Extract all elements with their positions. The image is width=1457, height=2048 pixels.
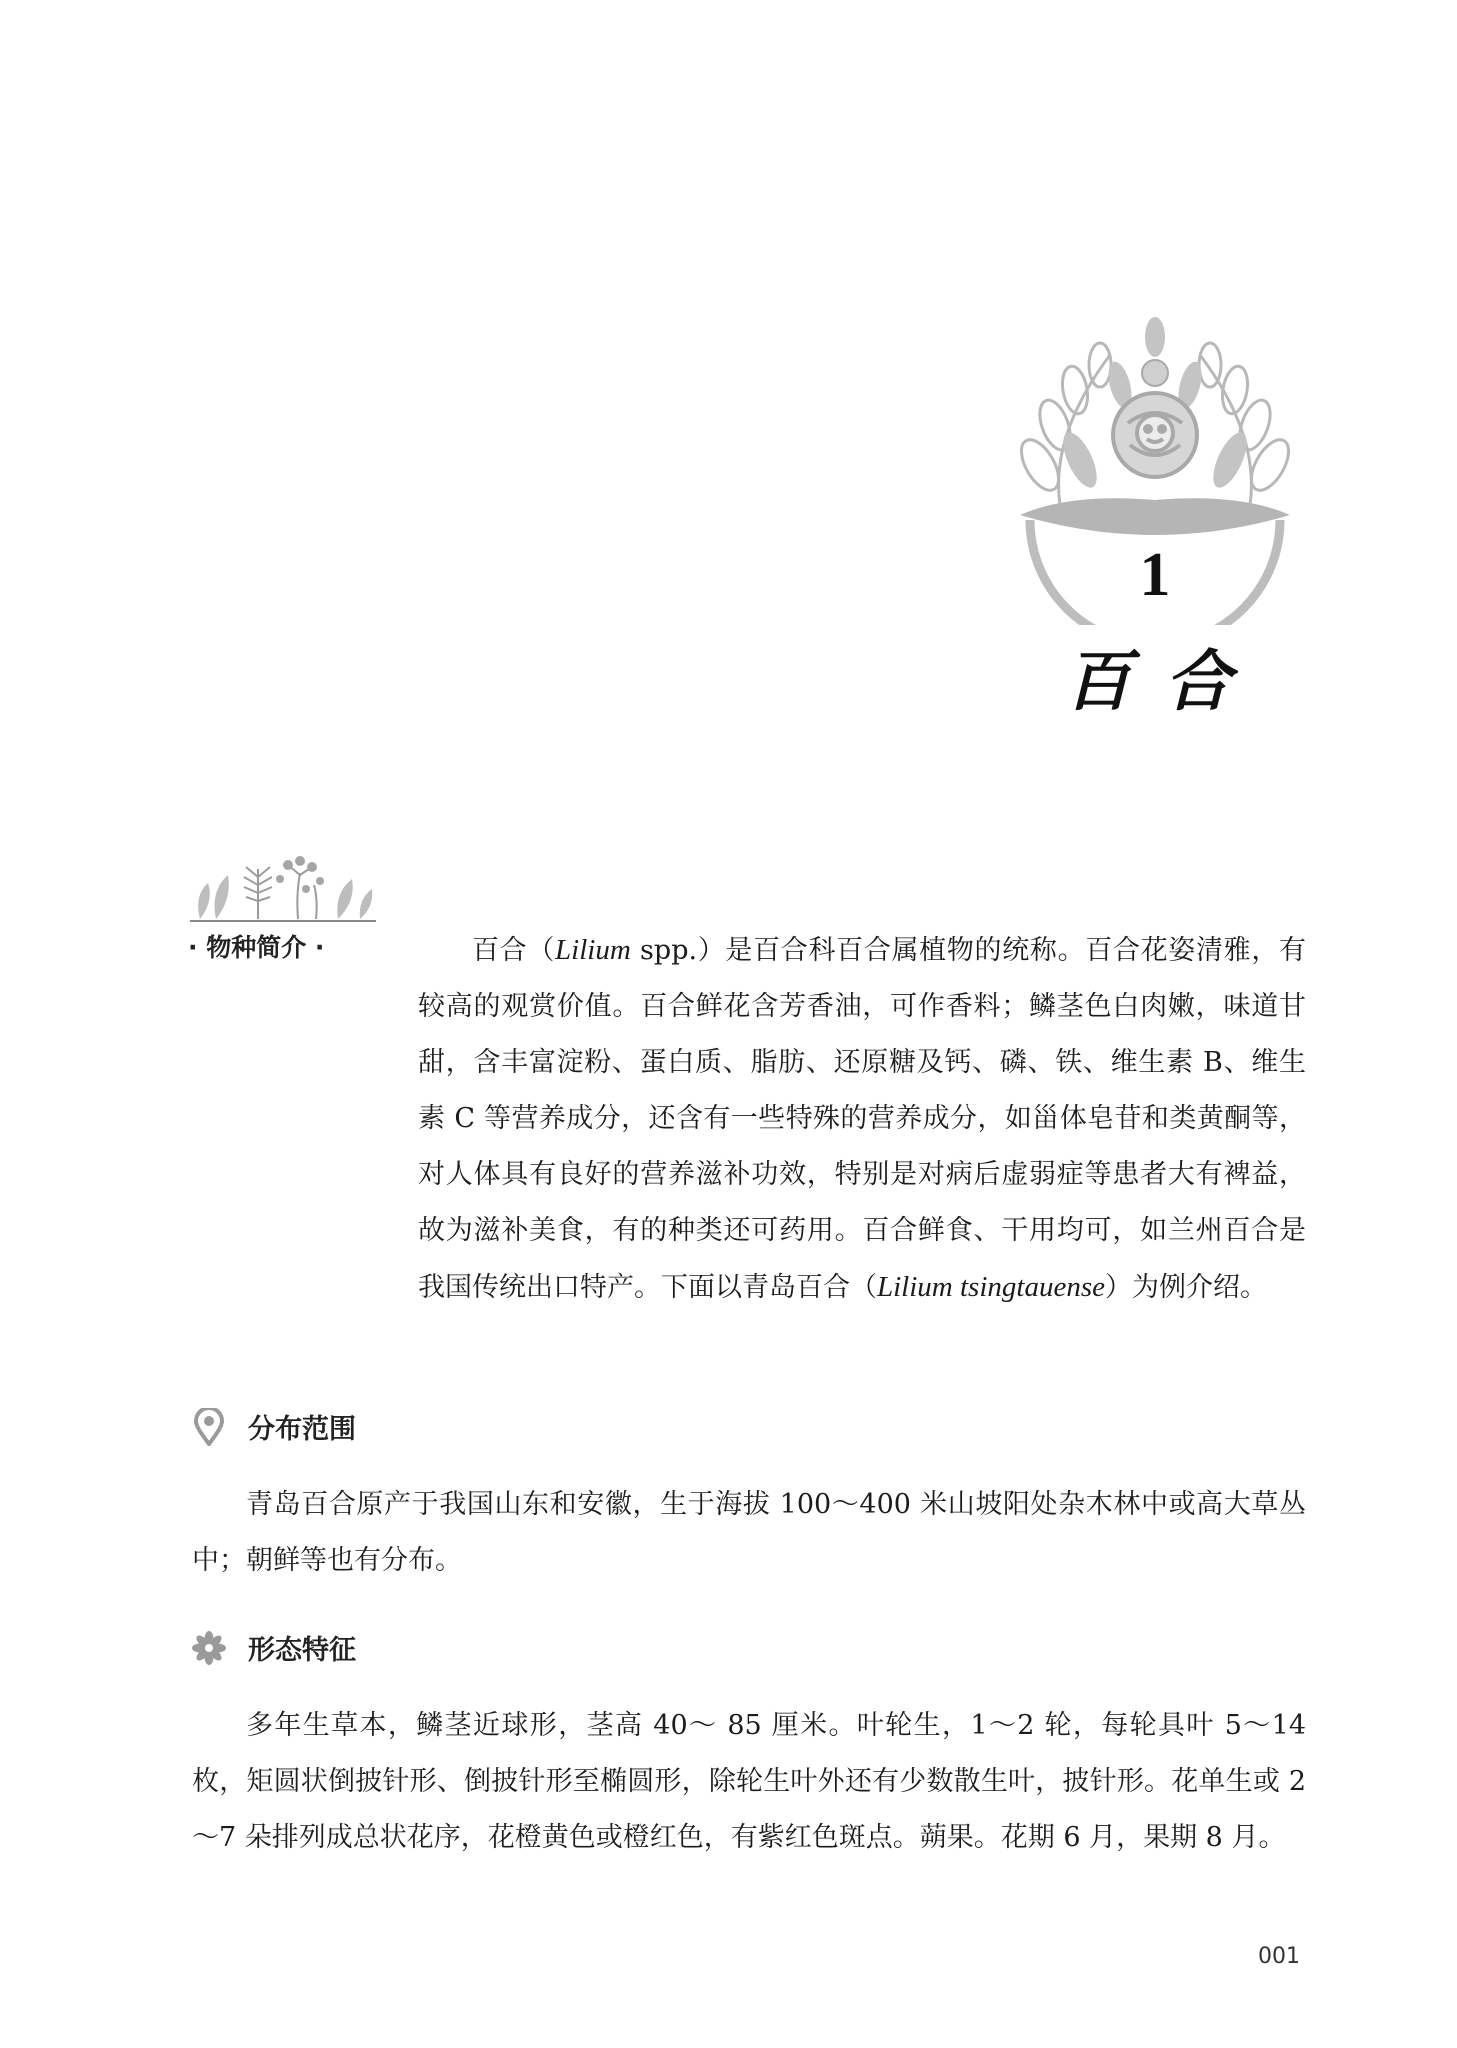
chapter-number: 1 [1139,541,1171,609]
page-number: 001 [1258,1944,1300,1969]
morphology-text: 多年生草本，鳞茎近球形，茎高 40～ 85 厘米。叶轮生，1～2 轮，每轮具叶 5～14 枚，矩圆状倒披针形、倒披针形至椭圆形，除轮生叶外还有少数散生叶，披针形。花单生或 2～7 朵排列成总状花序，花橙黄色或橙红色，有紫红色斑点。蒴果。花期 6 月，果期 8 月。 [192,1710,1306,1853]
plant-ornament-icon [188,855,378,923]
intro-text-3: ）为例介绍。 [1104,1272,1267,1303]
intro-text-2: spp.）是百合科百合属植物的统称。百合花姿清雅，有较高的观赏价值。百合鲜花含芳香油，可作香料；鳞茎色白肉嫩，味道甘甜，含丰富淀粉、蛋白质、脂肪、还原糖及钙、磷、铁、维生素 B、维生素 C 等营养成分，还含有一些特殊的营养成分，如甾体皂苷和类黄酮等，对人体具有良好的营养滋补功效，特别是对病后虚弱症等患者大有裨益，故为滋补美食，有的种类还可药用。百合鲜食、干用均可，如兰州百合是我国传统出口特产。下面以青岛百合（ [418,935,1307,1303]
chapter-title: 百合 [1065,643,1265,720]
section-distribution-title: 分布范围 [248,1414,356,1445]
distribution-paragraph [192,1477,1306,1589]
location-pin-icon [192,1408,226,1446]
intro-paragraph [418,922,1306,1316]
intro-section-label: · 物种简介 · [188,933,325,962]
morphology-paragraph [192,1698,1306,1866]
flower-asterisk-icon [192,1629,226,1667]
section-morphology-heading [192,1628,356,1667]
intro-text-1: 百合（ [472,935,556,966]
intro-genus-italic: Lilium [555,934,631,966]
section-morphology-title: 形态特征 [248,1635,356,1666]
distribution-text: 青岛百合原产于我国山东和安徽，生于海拔 100～400 米山坡阳处杂木林中或高大草丛中；朝鲜等也有分布。 [192,1489,1306,1576]
section-distribution-heading [192,1407,356,1446]
intro-species-italic: Lilium tsingtauense [877,1271,1105,1303]
